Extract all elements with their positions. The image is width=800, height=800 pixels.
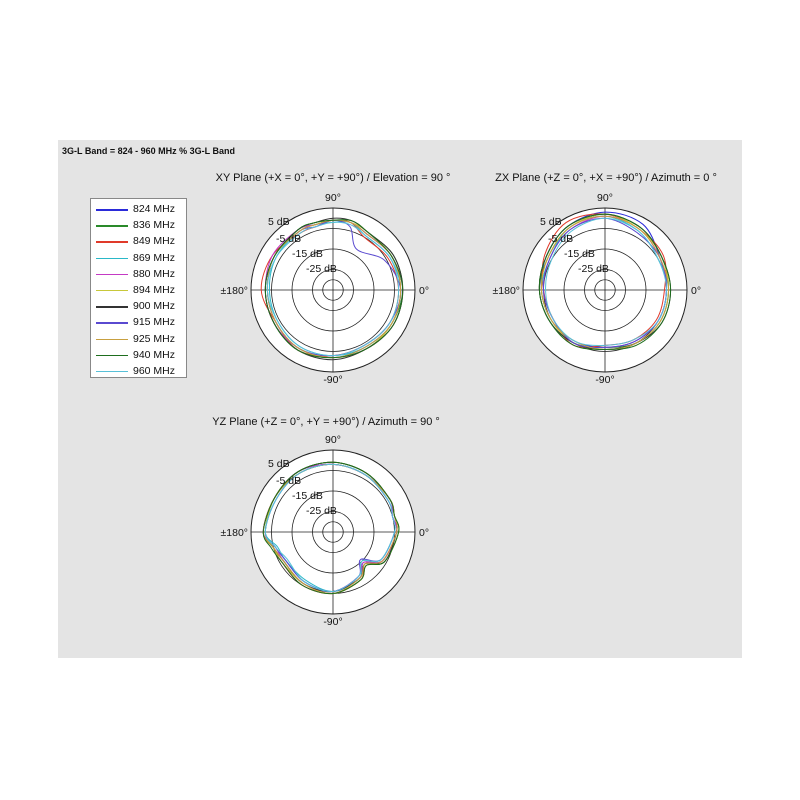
legend-item <box>91 202 186 218</box>
angle-label-left: ±180° <box>220 285 248 297</box>
legend-swatch <box>96 290 128 292</box>
ring-label: -5 dB <box>276 233 302 245</box>
ring-label: -25 dB <box>306 505 337 517</box>
angle-label-right: 0° <box>419 527 430 539</box>
legend-swatch <box>96 225 128 227</box>
angle-label-bottom: -90° <box>595 374 615 386</box>
legend-label: 880 MHz <box>133 267 176 280</box>
ring-label: -25 dB <box>306 263 337 275</box>
ring-label: -5 dB <box>548 233 574 245</box>
legend-item <box>91 364 186 380</box>
legend-label: 925 MHz <box>133 332 176 345</box>
ring-label: -5 dB <box>276 475 302 487</box>
legend-item <box>91 251 186 267</box>
legend-item <box>91 315 186 331</box>
legend-label: 960 MHz <box>133 364 176 377</box>
legend-label: 900 MHz <box>133 300 176 313</box>
legend-swatch <box>96 241 128 243</box>
ring-label: 5 dB <box>268 216 290 228</box>
angle-label-left: ±180° <box>220 527 248 539</box>
yz-plane-polar-plot <box>220 434 430 628</box>
legend-swatch <box>96 371 128 373</box>
zx-plane-title: ZX Plane (+Z = 0°, +X = +90°) / Azimuth = 0 ° <box>495 172 717 184</box>
ring-label: -15 dB <box>564 248 595 260</box>
legend-item <box>91 234 186 250</box>
angle-label-bottom: -90° <box>323 616 343 628</box>
ring-label: -15 dB <box>292 248 323 260</box>
zx-plane-polar-plot <box>492 192 702 386</box>
legend-label: 824 MHz <box>133 203 176 215</box>
angle-label-top: 90° <box>325 192 341 204</box>
legend-item <box>91 332 186 348</box>
legend-label: 915 MHz <box>133 316 176 329</box>
legend-item <box>91 348 186 364</box>
angle-label-right: 0° <box>691 285 702 297</box>
angle-label-bottom: -90° <box>323 374 343 386</box>
legend-swatch <box>96 274 128 276</box>
legend-swatch <box>96 322 128 324</box>
legend <box>90 198 187 378</box>
ring-label: 5 dB <box>540 216 562 228</box>
legend-label: 894 MHz <box>133 283 176 296</box>
angle-label-left: ±180° <box>492 285 520 297</box>
angle-label-top: 90° <box>325 434 341 446</box>
legend-item <box>91 283 186 299</box>
xy-plane-polar-plot <box>220 192 430 386</box>
legend-item <box>91 299 186 315</box>
legend-swatch <box>96 209 128 211</box>
legend-item <box>91 267 186 283</box>
ring-label: -25 dB <box>578 263 609 275</box>
angle-label-top: 90° <box>597 192 613 204</box>
legend-label: 940 MHz <box>133 348 176 361</box>
legend-item <box>91 218 186 234</box>
yz-plane-title: YZ Plane (+Z = 0°, +Y = +90°) / Azimuth = 90 ° <box>212 416 440 428</box>
legend-swatch <box>96 339 128 341</box>
legend-label: 849 MHz <box>133 235 176 248</box>
legend-swatch <box>96 258 128 260</box>
legend-swatch <box>96 355 128 357</box>
legend-label: 869 MHz <box>133 251 176 264</box>
ring-label: 5 dB <box>268 458 290 470</box>
ring-label: -15 dB <box>292 490 323 502</box>
legend-swatch <box>96 306 128 308</box>
xy-plane-title: XY Plane (+X = 0°, +Y = +90°) / Elevation = 90 ° <box>215 172 451 184</box>
legend-label: 836 MHz <box>133 219 176 232</box>
page-title: 3G-L Band = 824 - 960 MHz % 3G-L Band <box>62 146 235 156</box>
angle-label-right: 0° <box>419 285 430 297</box>
